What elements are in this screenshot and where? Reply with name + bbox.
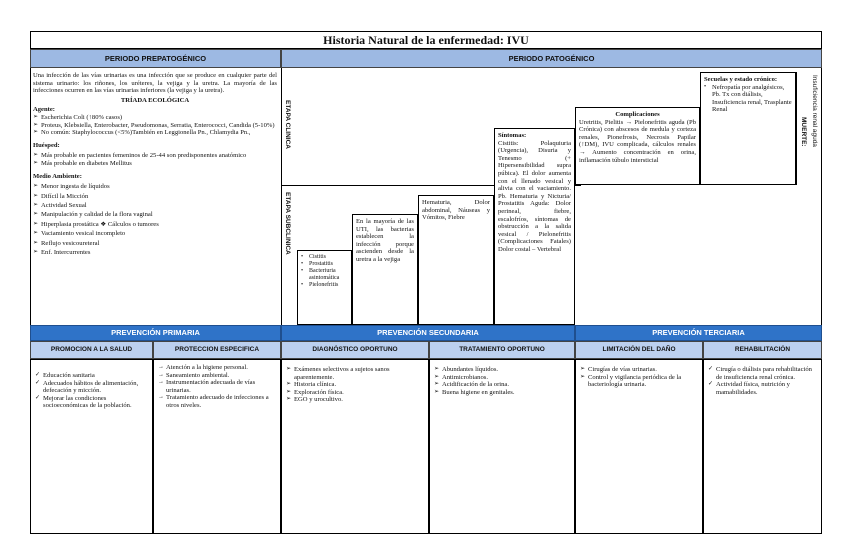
list-item: ➢ Difícil la Micción — [33, 192, 277, 201]
period-divider — [281, 68, 282, 325]
prepatogenico-panel — [33, 72, 277, 257]
huesped-list — [33, 152, 277, 167]
list-item: → Saneamiento ambiental. — [158, 372, 276, 380]
list-item: ➢ Más probable en diabetes Mellitus — [33, 160, 277, 168]
medio-label: Medio Ambiente: — [33, 172, 82, 180]
list-item: ➢ EGO y urocultivo. — [286, 396, 424, 404]
etapa-clinica-label: ETAPA CLINICA — [284, 100, 291, 149]
list-item: ✓ Educación sanitaria — [35, 372, 148, 380]
limitacion-header: LIMITACIÓN DEL DAÑO — [575, 341, 703, 359]
period-patogenico-header: PERIODO PATOGÉNICO — [281, 49, 822, 68]
list-item: • Pielonefritis — [301, 282, 348, 289]
stage-complicaciones-box — [575, 107, 700, 185]
list-item: → Atención a la higiene personal. — [158, 364, 276, 372]
list-item: ➢ Más probable en pacientes femeninos de 25-44 son predisponentes anatómico — [33, 152, 277, 160]
prevencion-primaria-header: PREVENCIÓN PRIMARIA — [30, 325, 281, 341]
sintomas-text: Cistitis: Polaquiuria (Urgencia), Disuria y Tenesmo (+ Hipersensibilidad supra púbica). El dolor aumenta con el llenado vesical y alivia con el vaciamiento. Pb. Hematuria y Nicturia/ Prostatitis Aguda: Dolor perineal, fiebre, escalofríos, síntomas de obstrucción a la salida vesical / Pielonefritis (Complicaciones Fatales) Dolor costal – Vertebral — [498, 139, 571, 253]
muerte-box — [796, 72, 822, 185]
stage-secuelas-box — [700, 72, 796, 185]
rehabilitacion-body — [703, 359, 822, 534]
stage-inicio-list — [301, 254, 348, 289]
huesped-label: Huésped: — [33, 141, 60, 149]
secuelas-list — [704, 84, 792, 114]
list-item: ✓ Cirugía o diálisis para rehabilitación de insuficiencia renal crónica. — [708, 366, 817, 381]
list-item: ➢ Enf. Intercurrentes — [33, 248, 277, 257]
agente-label: Agente: — [33, 106, 55, 114]
list-item: ➢ No común: Staphylococcus (<5%)También en Leggionella Pn., Chlamydia Pn., — [33, 129, 277, 137]
list-item: • Cistitis — [301, 254, 348, 261]
complicaciones-label: Complicaciones — [615, 111, 660, 118]
list-item: ➢ Buena higiene en genitales. — [434, 389, 570, 397]
promocion-header: PROMOCION A LA SALUD — [30, 341, 153, 359]
limitacion-body — [575, 359, 703, 534]
list-item: ✓ Actividad física, nutrición y mamabilidades. — [708, 381, 817, 396]
stage-inicio-box — [297, 250, 352, 325]
proteccion-body — [153, 359, 281, 534]
list-item: ➢ Control y vigilancia periódica de la bacteriología urinaria. — [580, 374, 698, 389]
diagnostico-header: DIAGNÓSTICO OPORTUNO — [281, 341, 429, 359]
rehabilitacion-header: REHABILITACIÓN — [703, 341, 822, 359]
stage-mayoria-text: En la mayoría de las UTI, las bacterias establecen la infección porque ascienden desde la uretra a la vejiga — [356, 218, 414, 263]
list-item: → Tratamiento adecuado de infecciones a otros niveles. — [158, 394, 276, 409]
etapa-subclinica-label: ETAPA SUBCLINICA — [284, 192, 291, 255]
tratamiento-list — [434, 366, 570, 396]
list-item: • Bacteriuria asintomática — [301, 268, 348, 282]
list-item: ➢ Abundantes líquidos. — [434, 366, 570, 374]
proteccion-header: PROTECCION ESPECIFICA — [153, 341, 281, 359]
triada-title: TRÍADA ECOLÓGICA — [120, 96, 190, 104]
list-item: ➢ Exámenes selectivos a sujetos sanos aparentemente. — [286, 366, 424, 381]
list-item: ➢ Historia clínica. — [286, 381, 424, 389]
list-item: • Prostatitis — [301, 261, 348, 268]
secuelas-label: Secuelas y estado crónico: — [704, 76, 778, 83]
promocion-body — [30, 359, 153, 534]
list-item: ➢ Proteus, Klebsiella, Enterobacter, Pseudomonas, Serratia, Enterococci, Candida (5-10%) — [33, 122, 277, 130]
sintomas-label: Síntomas: — [498, 132, 527, 139]
list-item: ✓ Adecuados hábitos de alimentación, defecación y micción. — [35, 380, 148, 395]
tratamiento-body — [429, 359, 575, 534]
page-title: Historia Natural de la enfermedad: IVU — [30, 31, 822, 49]
stage-hematuria-box — [418, 195, 494, 325]
muerte-text: Insuficiencia renal aguda — [811, 75, 818, 147]
proteccion-list — [158, 364, 276, 410]
prevencion-secundaria-header: PREVENCIÓN SECUNDARIA — [281, 325, 575, 341]
prevencion-terciaria-header: PREVENCIÓN TERCIARIA — [575, 325, 822, 341]
diagnostico-list — [286, 366, 424, 404]
complicaciones-text: Uretritis, Pielitis → Pielonefritis aguda (Pb Crónica) con abscesos de medula y corteza renales, Pionefrosis, Necrosis Papilar (↑DM), IVU complicada, cálculos renales → Aumento concentración en orina, inflamación túbulo intersticial — [579, 118, 696, 164]
list-item: ➢ Exploración física. — [286, 389, 424, 397]
list-item: ➢ Reflujo vesicoureteral — [33, 239, 277, 248]
list-item: ➢ Acidificación de la orina. — [434, 381, 570, 389]
list-item: ➢ Actividad Sexual — [33, 201, 277, 210]
list-item: ✓ Mejorar las condiciones socioeconómicas de la población. — [35, 395, 148, 410]
limitacion-list — [580, 366, 698, 389]
list-item: ➢ Hiperplasia prostática ❖ Cálculos o tumores — [33, 220, 277, 229]
stage-mayoria-box — [352, 214, 418, 325]
muerte-label: MUERTE: — [800, 117, 807, 147]
list-item: → Instrumentación adecuada de vías urinarias. — [158, 379, 276, 394]
medio-list — [33, 182, 277, 257]
list-item: ➢ Escherichia Coli (↑80% casos) — [33, 114, 277, 122]
list-item: ➢ Manipulación y calidad de la flora vaginal — [33, 210, 277, 219]
rehabilitacion-list — [708, 366, 817, 396]
promocion-list — [35, 372, 148, 410]
diagnostico-body — [281, 359, 429, 534]
list-item: ➢ Antimicrobianos. — [434, 374, 570, 382]
intro-text: Una infección de las vías urinarias es una infección que se produce en cualquier parte del sistema urinario: los riñones, los uréteres, la vejiga y la uretra. La mayoría de las infecciones ocurren en las vías urinarias inferiores (la vejiga y la uretra). — [33, 72, 277, 95]
list-item: ➢ Cirugías de vías urinarias. — [580, 366, 698, 374]
stage-sintomas-box — [494, 128, 575, 325]
list-item: • Nefropatía por analgésicos, Pb. Tx con diálisis, Insuficiencia renal, Trasplante Renal — [704, 84, 792, 114]
tratamiento-header: TRATAMIENTO OPORTUNO — [429, 341, 575, 359]
agente-list — [33, 114, 277, 137]
period-prepatogenico-header: PERIODO PREPATOGÉNICO — [30, 49, 281, 68]
stage-hematuria-text: Hematuria, Dolor abdominal, Náuseas y Vómitos, Fiebre — [422, 199, 490, 222]
list-item: ➢ Vaciamiento vesical incompleto — [33, 229, 277, 238]
list-item: ➢ Menor ingesta de líquidos — [33, 182, 277, 191]
